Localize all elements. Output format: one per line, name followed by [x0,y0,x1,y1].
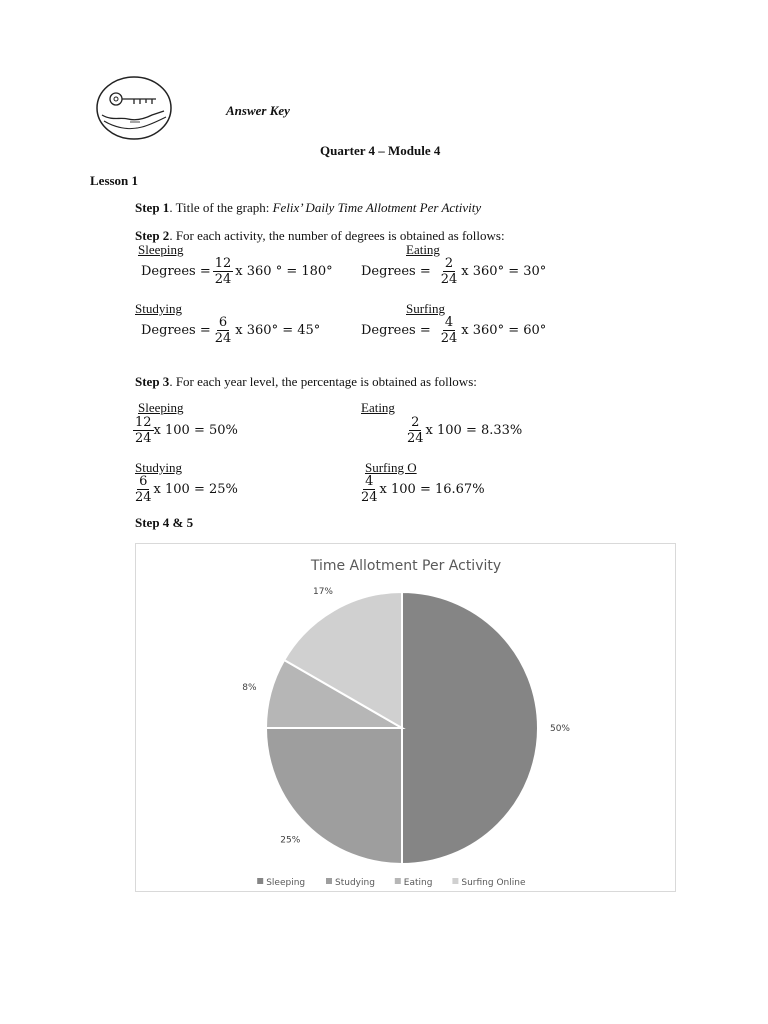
step3-sleeping-formula [133,415,238,446]
formula-rhs: x 360° = 60° [461,323,547,338]
step3-line [135,374,477,390]
logo-key-hand-icon [94,75,174,141]
module-heading: Quarter 4 – Module 4 [320,143,441,158]
legend-entry-eating: Eating [403,878,433,888]
fraction-denominator: 24 [135,431,152,446]
legend-swatch-sleeping [257,878,263,884]
fraction-numerator: 4 [365,474,374,489]
step45-label: Step 4 & 5 [135,515,194,530]
step2-surfing-heading: Surfing [406,301,445,316]
data-label-eating: 8% [242,683,257,694]
fraction-numerator: 2 [444,256,454,271]
step2-line [135,228,505,244]
legend-swatch-studying [326,878,332,884]
step2-eating-formula [361,256,546,287]
fraction [133,415,154,446]
pie-chart [135,543,676,892]
fraction-numerator: 6 [139,474,148,489]
fraction-numerator: 6 [218,315,228,330]
fraction-denominator: 24 [361,490,378,505]
step1-label: Step 1 [135,200,170,215]
formula-rhs: x 100 = 16.67% [379,482,485,497]
data-label-studying: 25% [280,835,301,846]
formula-rhs: x 360° = 30° [461,264,547,279]
fraction [405,415,426,446]
step2-eating-heading: Eating [406,242,440,257]
legend-entry-studying: Studying [335,878,375,888]
step2-sleeping-formula [141,256,333,287]
step1-graph-title: Felix’ Daily Time Allotment Per Activity [272,200,482,215]
step3-surfing-heading: Surfing O [365,460,417,475]
formula-rhs: x 100 = 8.33% [425,423,523,438]
formula-lhs: Degrees = [141,323,211,338]
step2-studying-formula [141,315,320,346]
step3-eating-heading: Eating [361,400,395,415]
legend-swatch-surfing-online [452,878,458,884]
formula-lhs: Degrees = [361,264,431,279]
step3-eating-formula [405,415,522,446]
legend-entry-sleeping: Sleeping [266,878,306,888]
fraction [213,315,234,346]
answer-key-title: Answer Key [226,103,290,118]
fraction [439,256,460,287]
step3-surfing-formula [359,474,485,505]
formula-rhs: x 360° = 45° [235,323,321,338]
fraction-numerator: 12 [135,415,152,430]
fraction-denominator: 24 [214,331,232,346]
formula-rhs: x 100 = 50% [153,423,238,438]
chart-title: Time Allotment Per Activity [310,558,502,574]
fraction-denominator: 24 [440,272,458,287]
fraction [359,474,380,505]
step3-text: . For each year level, the percentage is obtained as follows: [169,374,477,389]
step2-text: . For each activity, the number of degrees is obtained as follows: [169,228,505,243]
fraction-numerator: 2 [411,415,420,430]
legend-swatch-eating [395,878,401,884]
fraction [213,256,234,287]
step3-studying-heading: Studying [135,460,182,475]
data-label-sleeping: 50% [549,724,571,734]
fraction-denominator: 24 [135,490,152,505]
lesson-heading: Lesson 1 [90,173,139,188]
step2-label: Step 2 [135,228,170,243]
step3-label: Step 3 [135,374,170,389]
step3-studying-formula [133,474,238,505]
step3-sleeping-heading: Sleeping [138,400,184,415]
step1-line [135,200,481,216]
step1-text: . Title of the graph: [169,200,273,215]
fraction-denominator: 24 [214,272,232,287]
formula-rhs: x 360 ° = 180° [235,264,333,279]
legend-entry-surfing-online: Surfing Online [461,878,526,888]
step2-studying-heading: Studying [135,301,182,316]
data-label-surfing-online: 17% [312,587,333,598]
formula-lhs: Degrees = [141,264,211,279]
fraction-denominator: 24 [440,331,458,346]
fraction [439,315,460,346]
step2-surfing-formula [361,315,546,346]
formula-lhs: Degrees = [361,323,431,338]
fraction-numerator: 12 [214,256,232,271]
fraction [133,474,154,505]
pie-slice-sleeping [402,592,538,864]
pie-chart-svg [136,544,675,891]
fraction-numerator: 4 [444,315,454,330]
fraction-denominator: 24 [407,431,424,446]
formula-rhs: x 100 = 25% [153,482,238,497]
step2-sleeping-heading: Sleeping [138,242,184,257]
